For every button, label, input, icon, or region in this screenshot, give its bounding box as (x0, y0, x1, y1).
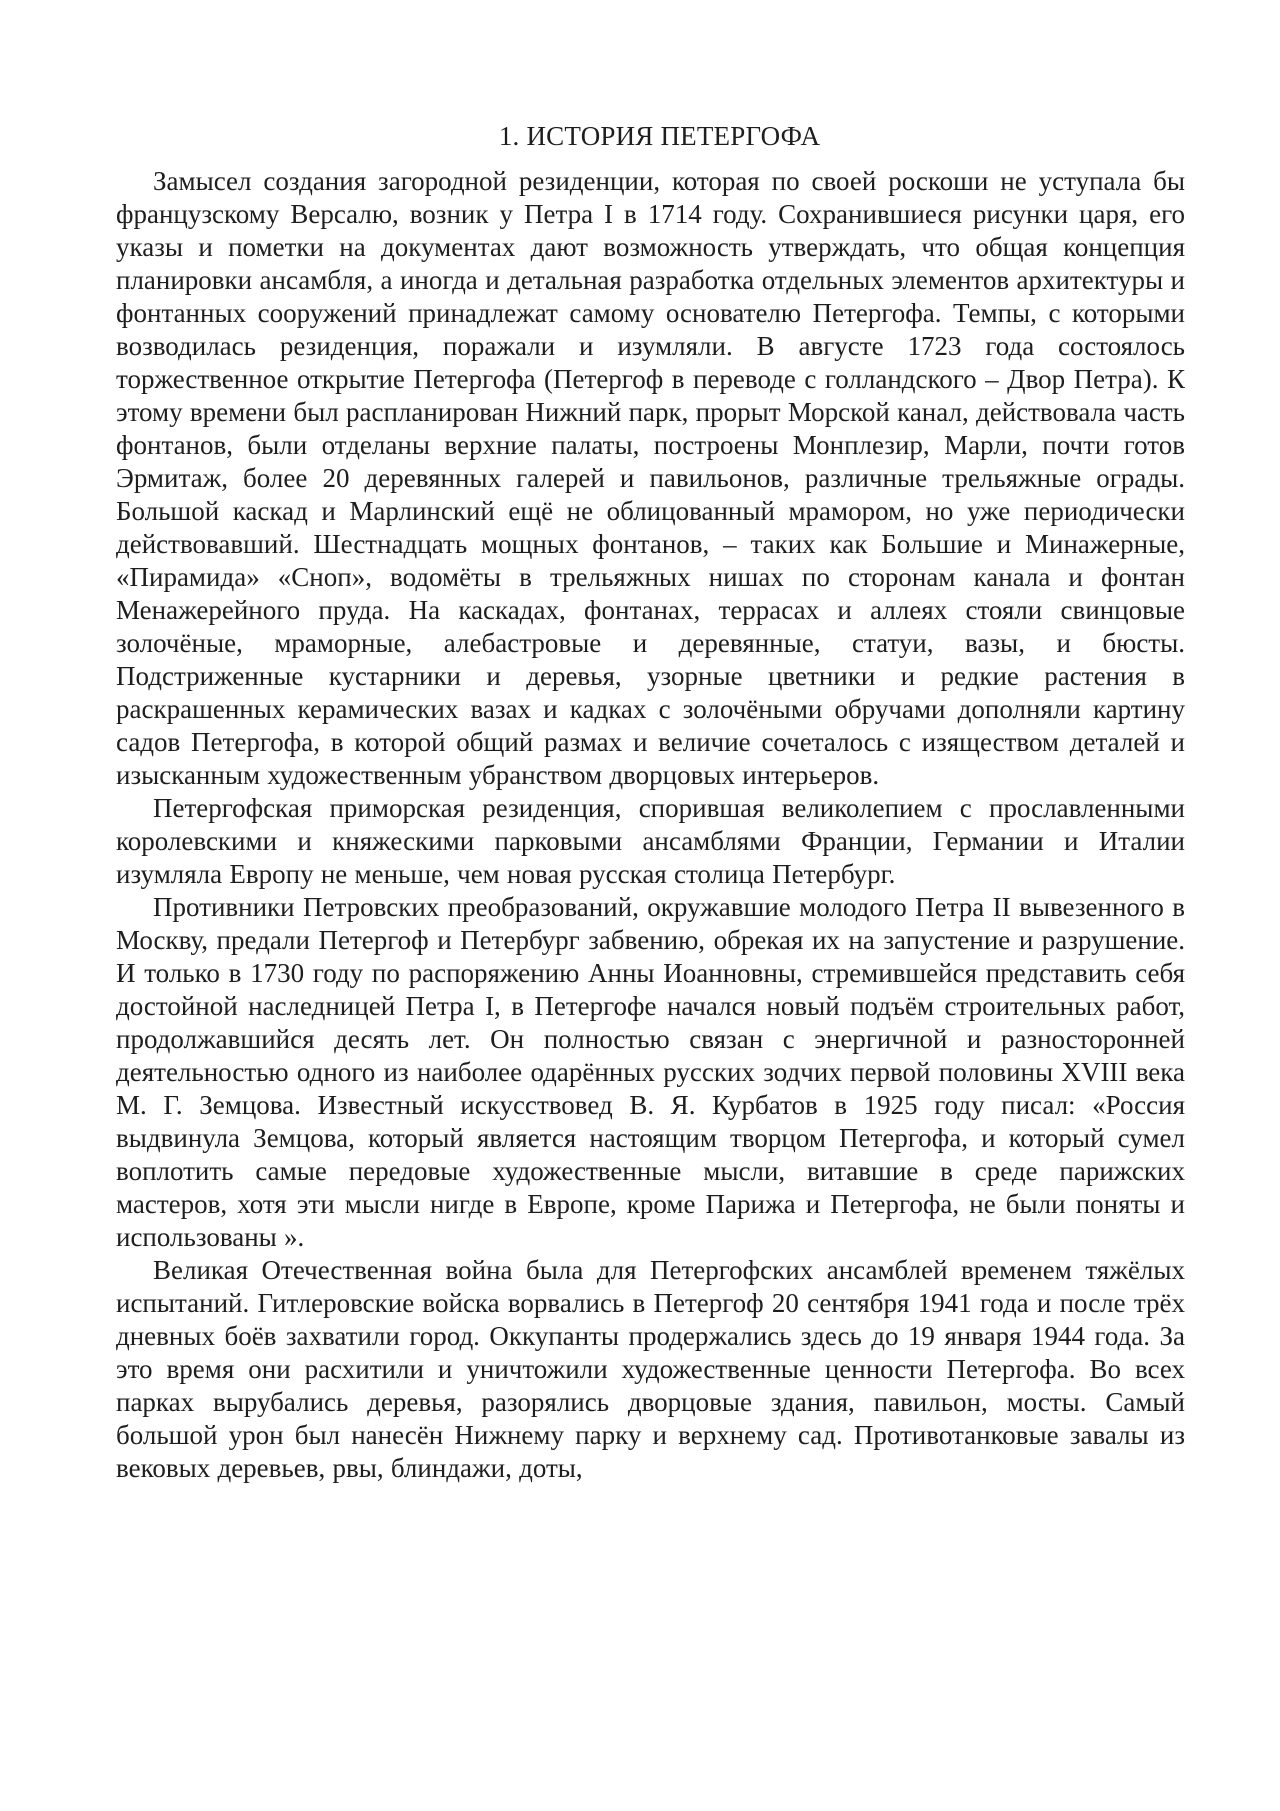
section-title: 1. ИСТОРИЯ ПЕТЕРГОФА (498, 121, 821, 151)
paragraph-3: Противники Петровских преобразований, окружавшие молодого Петра II вывезенного в Москву, предали Петергоф и Петербург забвению, обрекая их на запустение и разрушение. И только в 1730 году по распоряжению Анны Иоанновны, стремившейся представить себя достойной наследницей Петра I, в Петергофе начался новый подъём строительных работ, продолжавшийся десять лет. Он полностью связан с энергичной и разносторонней деятельностью одного из наиболее одарённых русских зодчих первой половины XVIII века М. Г. Земцова. Известный искусствовед В. Я. Курбатов в 1925 году писал: «Россия выдвинула Земцова, который является настоящим творцом Петергофа, и который сумел воплотить самые передовые художественные мысли, витавшие в среде парижских мастеров, хотя эти мысли нигде в Европе, кроме Парижа и Петергофа, не были поняты и использованы ». (116, 892, 1185, 1252)
paragraph-4: Великая Отечественная война была для Петергофских ансамблей временем тяжёлых испытаний. Гитлеровские войска ворвались в Петергоф 20 сентября 1941 года и после трёх дневных боёв захватили город. Оккупанты продержались здесь до 19 января 1944 года. За это время они расхитили и уничтожили художественные ценности Петергофа. Во всех парках вырубались деревья, разорялись дворцовые здания, павильон, мосты. Самый большой урон был нанесён Нижнему парку и верхнему сад. Противотанковые завалы из вековых деревьев, рвы, блиндажи, доты, (116, 1255, 1185, 1483)
paragraph-1: Замысел создания загородной резиденции, которая по своей роскоши не уступала бы французскому Версалю, возник у Петра I в 1714 году. Сохранившиеся рисунки царя, его указы и пометки на документах дают возможность утверждать, что общая концепция планировки ансамбля, а иногда и детальная разработка отдельных элементов архитектуры и фонтанных сооружений принадлежат самому основателю Петергофа. Темпы, с которыми возводилась резиденция, поражали и изумляли. В августе 1723 года состоялось торжественное открытие Петергофа (Петергоф в переводе с голландского – Двор Петра). К этому времени был распланирован Нижний парк, прорыт Морской канал, действовала часть фонтанов, были отделаны верхние палаты, построены Монплезир, Марли, почти готов Эрмитаж, более 20 деревянных галерей и павильонов, различные трельяжные ограды. Большой каскад и Марлинский ещё не облицованный мрамором, но уже периодически действовавший. Шестнадцать мощных фонтанов, – таких как Большие и Минажерные, «Пирамида» «Сноп», водомёты в трельяжных нишах по сторонам канала и фонтан Менажерейного пруда. На каскадах, фонтанах, террасах и аллеях стояли свинцовые золочёные, мраморные, алебастровые и деревянные, статуи, вазы, и бюсты. Подстриженные кустарники и деревья, узорные цветники и редкие растения в раскрашенных керамических вазах и кадках с золочёными обручами дополняли картину садов Петергофа, в которой общий размах и величие сочеталось с изяществом деталей и изысканным художественным убранством дворцовых интерьеров. (116, 166, 1185, 790)
document-page (116, 120, 1185, 1485)
paragraph-2: Петергофская приморская резиденция, спорившая великолепием с прославленными королевскими и княжескими парковыми ансамблями Франции, Германии и Италии изумляла Европу не меньше, чем новая русская столица Петербург. (116, 793, 1185, 889)
